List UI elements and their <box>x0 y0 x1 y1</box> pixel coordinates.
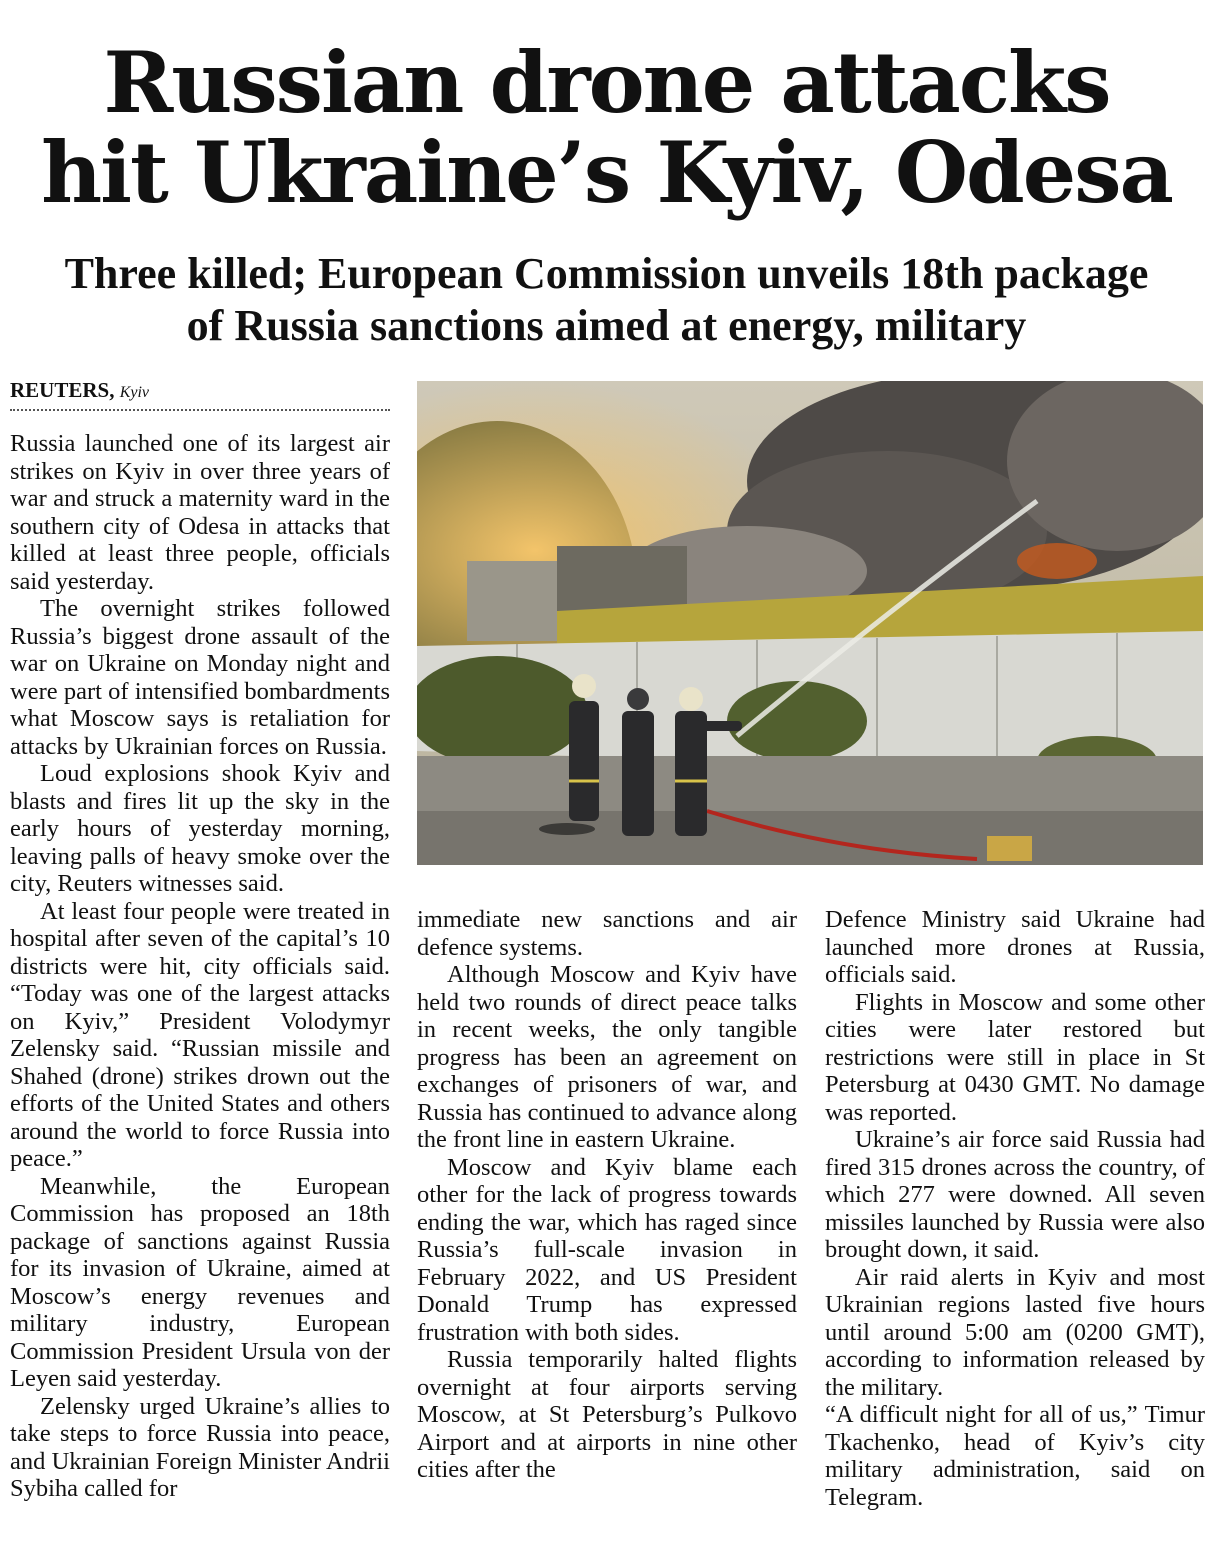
paragraph: Meanwhile, the European Commission has proposed an 18th package of sanctions against Russia for its invasion of Ukraine, aimed at Moscow’s energy revenues and military industry, European Commission President Ursula von der Leyen said yesterday. <box>10 1172 390 1392</box>
paragraph: Although Moscow and Kyiv have held two rounds of direct peace talks in recent weeks, the only tangible progress has been an agreement on exchanges of prisoners of war, and Russia has continued to advance along the front line in eastern Ukraine. <box>417 961 797 1153</box>
paragraph: Ukraine’s air force said Russia had fired 315 drones across the country, of which 277 were downed. All seven missiles launched by Russia were also brought down, it said. <box>825 1126 1205 1263</box>
paragraph: Russia temporarily halted flights overnight at four airports serving Moscow, at St Petersburg’s Pulkovo Airport and at airports in nine other cities after the <box>417 1346 797 1483</box>
subheadline <box>0 248 1213 352</box>
article-column-3 <box>825 906 1205 1561</box>
paragraph: Flights in Moscow and some other cities were later restored but restrictions were still in place in St Petersburg at 0430 GMT. No damage was reported. <box>825 988 1205 1126</box>
byline <box>10 378 390 411</box>
byline-agency: REUTERS, <box>10 378 115 402</box>
article-column-1 <box>10 430 390 1560</box>
paragraph: Russia launched one of its largest air strikes on Kyiv in over three years of war and struck a maternity ward in the southern city of Odesa in attacks that killed at least three people, officials said yesterday. <box>10 430 390 595</box>
news-photo <box>417 381 1203 865</box>
paragraph: Loud explosions shook Kyiv and blasts and fires lit up the sky in the early hours of yesterday morning, leaving palls of heavy smoke over the city, Reuters witnesses said. <box>10 760 390 897</box>
subheadline-line-2: of Russia sanctions aimed at energy, military <box>186 301 1027 350</box>
headline-line-2: hit Ukraine’s Kyiv, Odesa <box>41 123 1172 222</box>
subheadline-line-1: Three killed; European Commission unveils 18th package <box>64 249 1149 298</box>
paragraph: At least four people were treated in hospital after seven of the capital’s 10 districts were hit, city officials said. “Today was one of the largest attacks on Kyiv,” President Volodymyr Zelensky said. “Russian missile and Shahed (drone) strikes drown out the efforts of the United States and others around the world to force Russia into peace.” <box>10 897 390 1172</box>
paragraph: “A difficult night for all of us,” Timur Tkachenko, head of Kyiv’s city military administration, said on Telegram. <box>825 1401 1205 1511</box>
headline <box>0 33 1213 222</box>
article-column-2 <box>417 906 797 1561</box>
paragraph: Defence Ministry said Ukraine had launched more drones at Russia, officials said. <box>825 906 1205 988</box>
paragraph: immediate new sanctions and air defence systems. <box>417 906 797 961</box>
paragraph: Zelensky urged Ukraine’s allies to take steps to force Russia into peace, and Ukrainian Foreign Minister Andrii Sybiha called for <box>10 1392 390 1502</box>
paragraph: Moscow and Kyiv blame each other for the lack of progress towards ending the war, which has raged since Russia’s full-scale invasion in February 2022, and US President Donald Trump has expressed frustration with both sides. <box>417 1153 797 1346</box>
headline-line-1: Russian drone attacks <box>103 33 1110 132</box>
paragraph: The overnight strikes followed Russia’s biggest drone assault of the war on Ukraine on Monday night and were part of intensified bombardments what Moscow says is retaliation for attacks by Ukrainian forces on Russia. <box>10 595 390 760</box>
paragraph: Air raid alerts in Kyiv and most Ukrainian regions lasted five hours until around 5:00 am (0200 GMT), according to information released by the military. <box>825 1263 1205 1401</box>
byline-place: Kyiv <box>119 384 150 401</box>
